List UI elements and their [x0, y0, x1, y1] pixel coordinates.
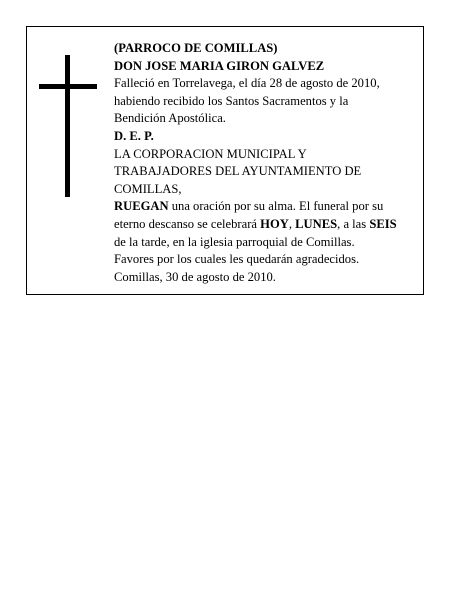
request-line-2: [114, 216, 422, 234]
cross-icon-bar: [39, 84, 97, 89]
dep-line: D. E. P.: [114, 128, 154, 143]
lunes-word: LUNES: [295, 216, 338, 231]
request-line-2-b: , a las: [337, 216, 370, 231]
request-line-1: [114, 198, 422, 216]
seis-word: SEIS: [369, 216, 397, 231]
notice-text: [114, 40, 422, 286]
organization-line-1: LA CORPORACION MUNICIPAL Y: [114, 146, 307, 161]
organization-line-2: TRABAJADORES DEL AYUNTAMIENTO DE: [114, 164, 362, 179]
deceased-name: DON JOSE MARIA GIRON GALVEZ: [114, 58, 325, 73]
organization-line-3: COMILLAS,: [114, 181, 182, 196]
cross-icon: [65, 55, 70, 197]
request-line-1-rest: una oración por su alma. El funeral por su: [168, 199, 384, 214]
obituary-notice: [26, 26, 424, 295]
death-line-1: Falleció en Torrelavega, el día 28 de agosto de 2010,: [114, 76, 380, 91]
death-line-2: habiendo recibido los Santos Sacramentos y la: [114, 93, 349, 108]
place-date-line: Comillas, 30 de agosto de 2010.: [114, 269, 276, 284]
death-line-3: Bendición Apostólica.: [114, 111, 226, 126]
hoy-word: HOY: [260, 216, 289, 231]
request-line-2-a: eterno descanso se celebrará: [114, 216, 261, 231]
parish-line: (PARROCO DE COMILLAS): [114, 41, 278, 55]
ruegan-word: RUEGAN: [114, 199, 169, 214]
thanks-line: Favores por los cuales les quedarán agradecidos.: [114, 252, 360, 267]
request-comma: ,: [288, 216, 296, 231]
request-line-3: de la tarde, en la iglesia parroquial de Comillas.: [114, 234, 355, 249]
